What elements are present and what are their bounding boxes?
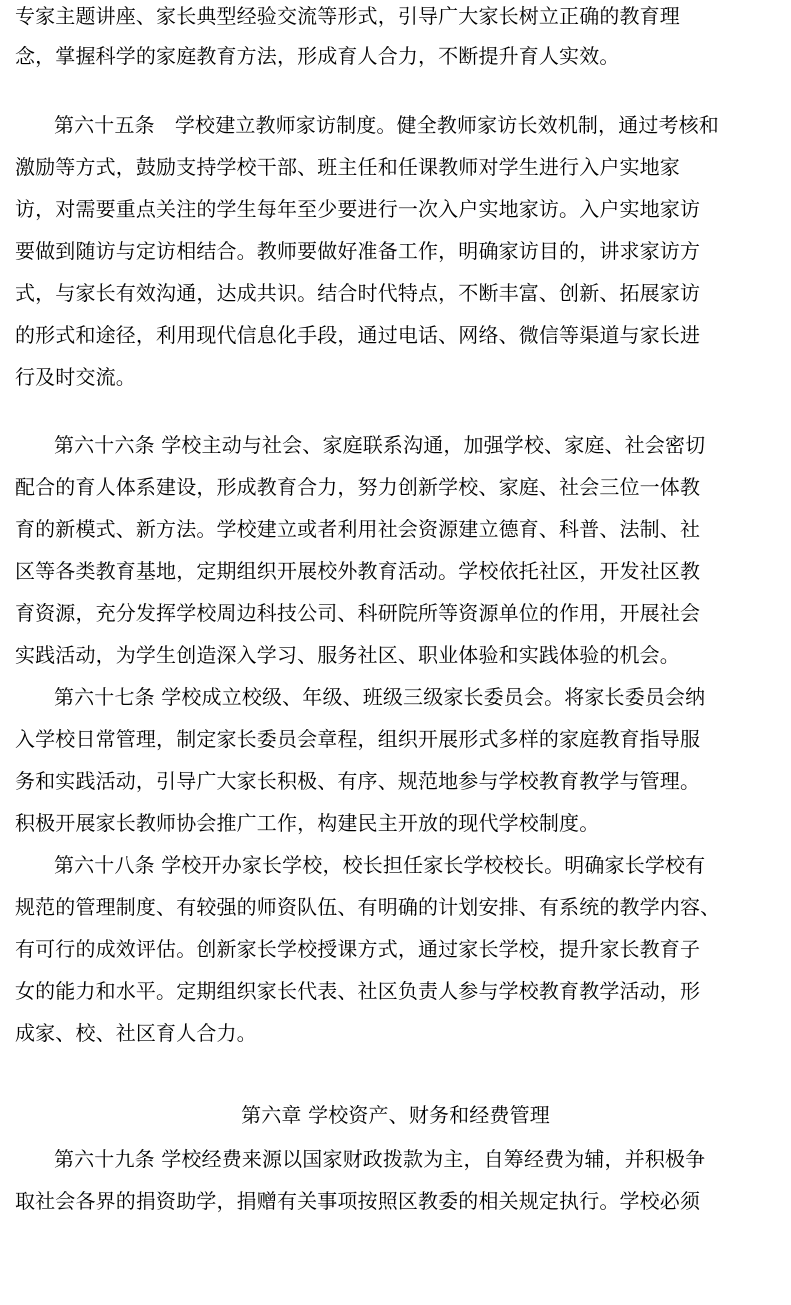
paragraph-line: 念，掌握科学的家庭教育方法，形成育人合力，不断提升育人实效。 (15, 44, 620, 68)
article-65-first-line: 第六十五条 学校建立教师家访制度。健全教师家访长效机制，通过考核和 (54, 113, 719, 137)
article-67-first-line: 第六十七条 学校成立校级、年级、班级三级家长委员会。将家长委员会纳 (54, 685, 706, 709)
article-68-first-line: 第六十八条 学校开办家长学校，校长担任家长学校校长。明确家长学校有 (54, 853, 706, 877)
paragraph-line: 育资源，充分发挥学校周边科技公司、科研院所等资源单位的作用，开展社会 (15, 601, 701, 625)
paragraph-line: 积极开展家长教师协会推广工作，构建民主开放的现代学校制度。 (15, 811, 600, 835)
paragraph-line: 入学校日常管理，制定家长委员会章程，组织开展形式多样的家庭教育指导服 (15, 727, 701, 751)
paragraph-line: 配合的育人体系建设，形成教育合力，努力创新学校、家庭、社会三位一体教 (15, 475, 701, 499)
paragraph-line: 的形式和途径，利用现代信息化手段，通过电话、网络、微信等渠道与家长进 (15, 323, 701, 347)
chapter-heading: 第六章 学校资产、财务和经费管理 (241, 1103, 550, 1127)
paragraph-line: 女的能力和水平。定期组织家长代表、社区负责人参与学校教育教学活动，形 (15, 979, 701, 1003)
paragraph-line: 要做到随访与定访相结合。教师要做好准备工作，明确家访目的，讲求家访方 (15, 239, 701, 263)
paragraph-line: 取社会各界的捐资助学，捐赠有关事项按照区教委的相关规定执行。学校必须 (15, 1189, 701, 1213)
paragraph-line: 行及时交流。 (15, 365, 136, 389)
paragraph-line: 专家主题讲座、家长典型经验交流等形式，引导广大家长树立正确的教育理 (15, 4, 680, 28)
paragraph-line: 成家、校、社区育人合力。 (15, 1021, 257, 1045)
paragraph-line: 式，与家长有效沟通，达成共识。结合时代特点，不断丰富、创新、拓展家访 (15, 281, 701, 305)
paragraph-line: 务和实践活动，引导广大家长积极、有序、规范地参与学校教育教学与管理。 (15, 769, 701, 793)
paragraph-line: 访，对需要重点关注的学生每年至少要进行一次入户实地家访。入户实地家访 (15, 197, 701, 221)
paragraph-line: 规范的管理制度、有较强的师资队伍、有明确的计划安排、有系统的教学内容、 (15, 895, 721, 919)
paragraph-line: 有可行的成效评估。创新家长学校授课方式，通过家长学校，提升家长教育子 (15, 937, 701, 961)
paragraph-line: 实践活动，为学生创造深入学习、服务社区、职业体验和实践体验的机会。 (15, 643, 680, 667)
paragraph-line: 区等各类教育基地，定期组织开展校外教育活动。学校依托社区，开发社区教 (15, 559, 701, 583)
article-69-first-line: 第六十九条 学校经费来源以国家财政拨款为主，自筹经费为辅，并积极争 (54, 1147, 706, 1171)
paragraph-line: 育的新模式、新方法。学校建立或者利用社会资源建立德育、科普、法制、社 (15, 517, 701, 541)
article-66-first-line: 第六十六条 学校主动与社会、家庭联系沟通，加强学校、家庭、社会密切 (54, 433, 706, 457)
paragraph-line: 激励等方式，鼓励支持学校干部、班主任和任课教师对学生进行入户实地家 (15, 155, 680, 179)
